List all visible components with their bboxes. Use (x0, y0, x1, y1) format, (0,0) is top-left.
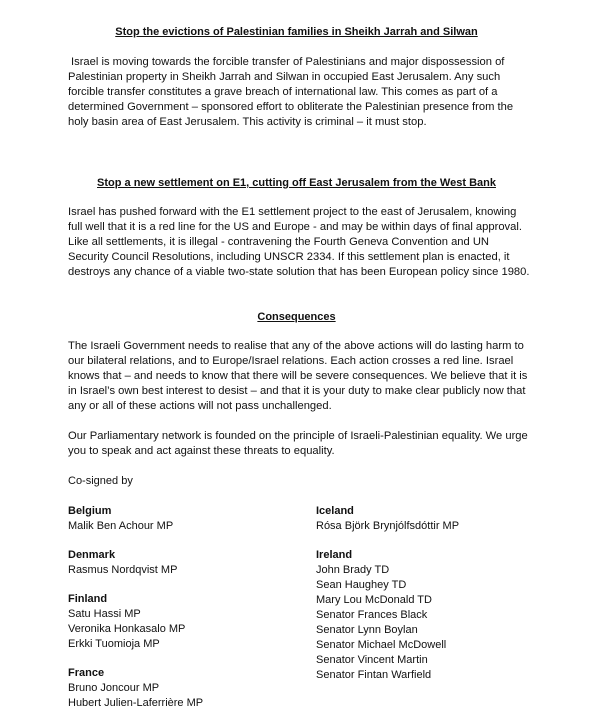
group-spacer (316, 534, 459, 548)
group-spacer (68, 578, 203, 592)
signatory-name: Senator Fintan Warfield (316, 669, 432, 681)
country-heading: Ireland (316, 549, 353, 561)
section-e1-heading: Stop a new settlement on E1, cutting off East Jerusalem from the West Bank (97, 177, 496, 189)
signatory-name: Rasmus Nordqvist MP (68, 564, 178, 576)
signatory-name: Rósa Björk Brynjólfsdóttir MP (316, 520, 460, 532)
signatory-name: Satu Hassi MP (68, 608, 141, 620)
cosigned-label: Co-signed by (68, 475, 133, 487)
signatory-name: Malik Ben Achour MP (68, 520, 174, 532)
section-evictions-heading: Stop the evictions of Palestinian families in Sheikh Jarrah and Silwan (115, 26, 478, 38)
signatory-name: Veronika Honkasalo MP (68, 623, 186, 635)
signatory-name: Senator Lynn Boylan (316, 624, 418, 636)
country-heading: Iceland (316, 505, 354, 517)
signatories-left-column (68, 504, 203, 711)
section-e1-body: Israel has pushed forward with the E1 settlement project to the east of Jerusalem, knowing full well that it is a red line for the US and Europe - and may be within days of final approval. Like all settlements, it is illegal - contravening the Fourth Geneva Convention and UN Security Council Resolutions, including UNSCR 2334. If this settlement plan is enacted, it destroys any chance of a viable two-state solution that has been European policy since 1980. (68, 206, 530, 278)
country-heading: Finland (68, 593, 108, 605)
signatory-name: Erkki Tuomioja MP (68, 638, 160, 650)
country-heading: Belgium (68, 505, 112, 517)
group-spacer (68, 652, 203, 666)
signatory-name: John Brady TD (316, 564, 390, 576)
signatory-name: Senator Vincent Martin (316, 654, 428, 666)
country-heading: Denmark (68, 549, 116, 561)
section-consequences-heading: Consequences (257, 311, 336, 323)
country-heading: France (68, 667, 105, 679)
signatory-name: Hubert Julien-Laferrière MP (68, 697, 204, 709)
section-consequences-body: The Israeli Government needs to realise that any of the above actions will do lasting harm to our bilateral relations, and to Europe/Israel relations. Each action crosses a red line. Israel knows that – and needs to know that there will be severe consequences. We believe that it is in Israel’s own best interest to desist – and that it is your duty to make clear publicly now that any or all of these actions will not pass unchallenged. (68, 340, 528, 412)
closing-paragraph: Our Parliamentary network is founded on the principle of Israeli-Palestinian equality. We urge you to speak and act against these threats to equality. (68, 430, 528, 457)
signatory-name: Sean Haughey TD (316, 579, 407, 591)
signatory-name: Bruno Joncour MP (68, 682, 160, 694)
signatory-name: Senator Frances Black (316, 609, 428, 621)
signatory-name: Senator Michael McDowell (316, 639, 447, 651)
signatory-name: Mary Lou McDonald TD (316, 594, 432, 606)
group-spacer (68, 534, 203, 548)
signatories-right-column (316, 504, 459, 683)
section-evictions-body: Israel is moving towards the forcible transfer of Palestinians and major dispossession of Palestinian property in Sheikh Jarrah and Silwan in occupied East Jerusalem. Any such forcible transfer constitutes a grave breach of international law. This comes as part of a determined Government – sponsored effort to obliterate the Palestinian presence from the holy basin area of East Jerusalem. This activity is criminal – it must stop. (68, 56, 514, 128)
